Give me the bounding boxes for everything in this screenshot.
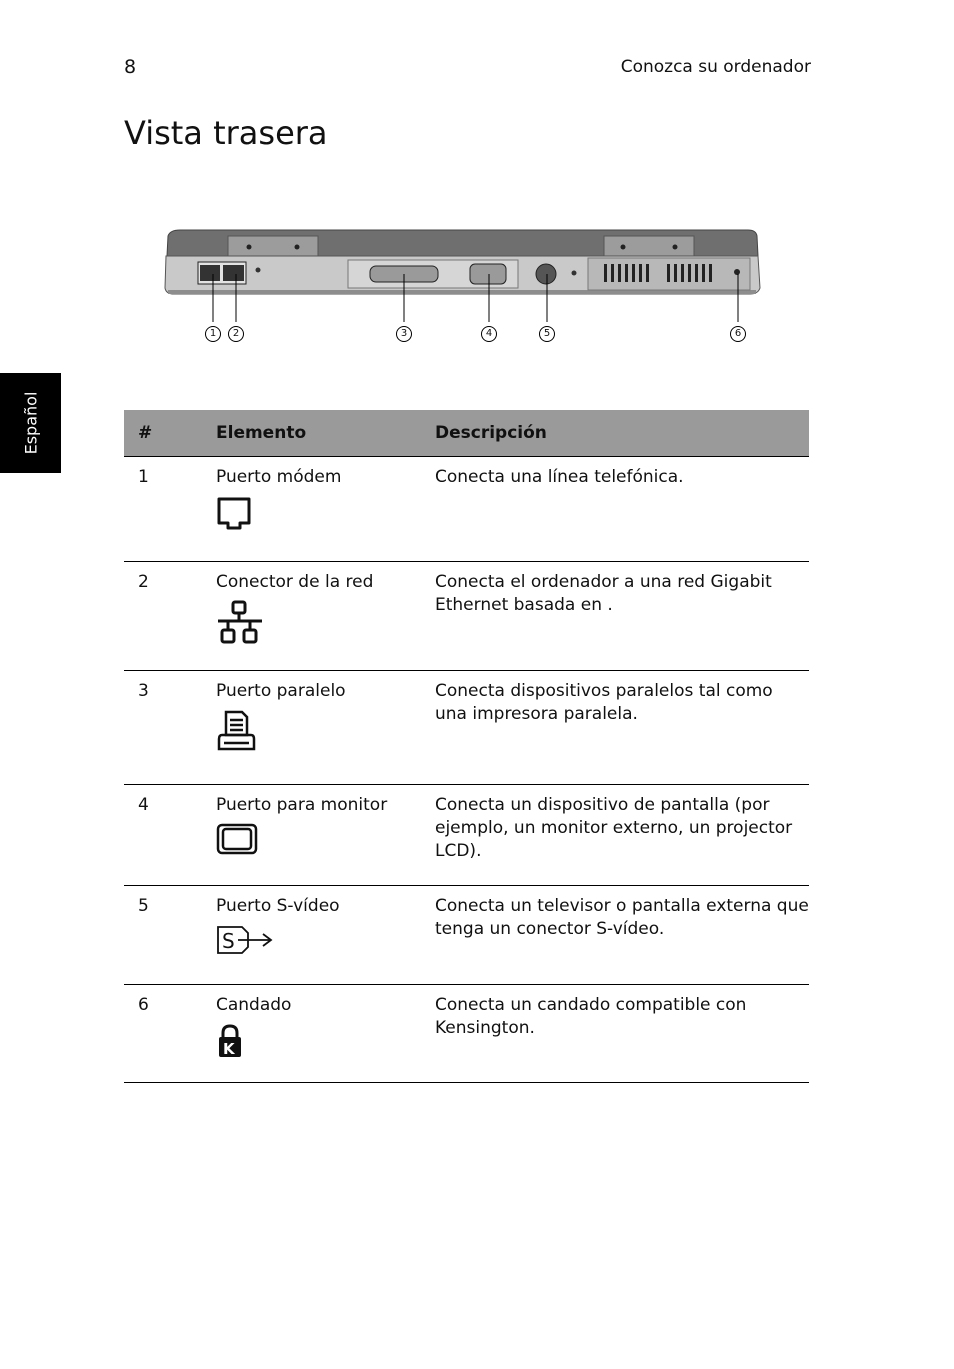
table-row xyxy=(124,785,809,886)
row-element xyxy=(202,886,421,985)
table-row xyxy=(124,886,809,985)
row-element-label: Puerto S-vídeo xyxy=(216,896,340,916)
laptop-rear-view-figure xyxy=(160,222,762,352)
row-element-label: Conector de la red xyxy=(216,572,374,592)
page-number: 8 xyxy=(124,56,137,78)
callout-6: 6 xyxy=(730,326,746,342)
page-title: Vista trasera xyxy=(124,114,328,152)
svg-text:S: S xyxy=(222,929,235,953)
rear-ports-table xyxy=(124,410,809,1083)
row-element xyxy=(202,985,421,1083)
callout-4: 4 xyxy=(481,326,497,342)
row-description: Conecta dispositivos paralelos tal como una impresora paralela. xyxy=(421,671,809,785)
row-element xyxy=(202,562,421,671)
printer-icon xyxy=(216,709,256,753)
row-number: 1 xyxy=(124,457,202,562)
table-row xyxy=(124,985,809,1083)
row-description: Conecta un candado compatible con Kensington. xyxy=(421,985,809,1083)
table-row xyxy=(124,457,809,562)
row-number: 4 xyxy=(124,785,202,886)
row-element xyxy=(202,671,421,785)
callout-3: 3 xyxy=(396,326,412,342)
table-header-row xyxy=(124,410,809,457)
table-row xyxy=(124,671,809,785)
row-element-label: Puerto para monitor xyxy=(216,795,388,815)
row-element-label: Candado xyxy=(216,995,292,1015)
row-element xyxy=(202,457,421,562)
header-number: # xyxy=(124,410,202,457)
kensington-lock-icon xyxy=(216,1023,244,1059)
row-description: Conecta un televisor o pantalla externa que tenga un conector S-vídeo. xyxy=(421,886,809,985)
language-tab-label: Español xyxy=(21,391,40,455)
header-element: Elemento xyxy=(202,410,421,457)
modem-port-icon xyxy=(216,495,252,531)
language-tab xyxy=(0,373,61,473)
row-description: Conecta una línea telefónica. xyxy=(421,457,809,562)
header-description: Descripción xyxy=(421,410,809,457)
row-description: Conecta el ordenador a una red Gigabit Ethernet basada en . xyxy=(421,562,809,671)
network-icon xyxy=(216,600,264,646)
callout-2: 2 xyxy=(228,326,244,342)
row-element-label: Puerto módem xyxy=(216,467,342,487)
row-element-label: Puerto paralelo xyxy=(216,681,346,701)
row-number: 5 xyxy=(124,886,202,985)
callout-1: 1 xyxy=(205,326,221,342)
svg-text:K: K xyxy=(223,1040,235,1058)
laptop-rear-illustration xyxy=(160,222,762,322)
table-row xyxy=(124,562,809,671)
callout-5: 5 xyxy=(539,326,555,342)
running-header: Conozca su ordenador xyxy=(620,57,811,77)
row-description: Conecta un dispositivo de pantalla (por ejemplo, un monitor externo, un projector LCD). xyxy=(421,785,809,886)
row-number: 3 xyxy=(124,671,202,785)
row-number: 6 xyxy=(124,985,202,1083)
row-number: 2 xyxy=(124,562,202,671)
row-element xyxy=(202,785,421,886)
svideo-icon xyxy=(216,924,274,956)
monitor-icon xyxy=(216,823,258,857)
